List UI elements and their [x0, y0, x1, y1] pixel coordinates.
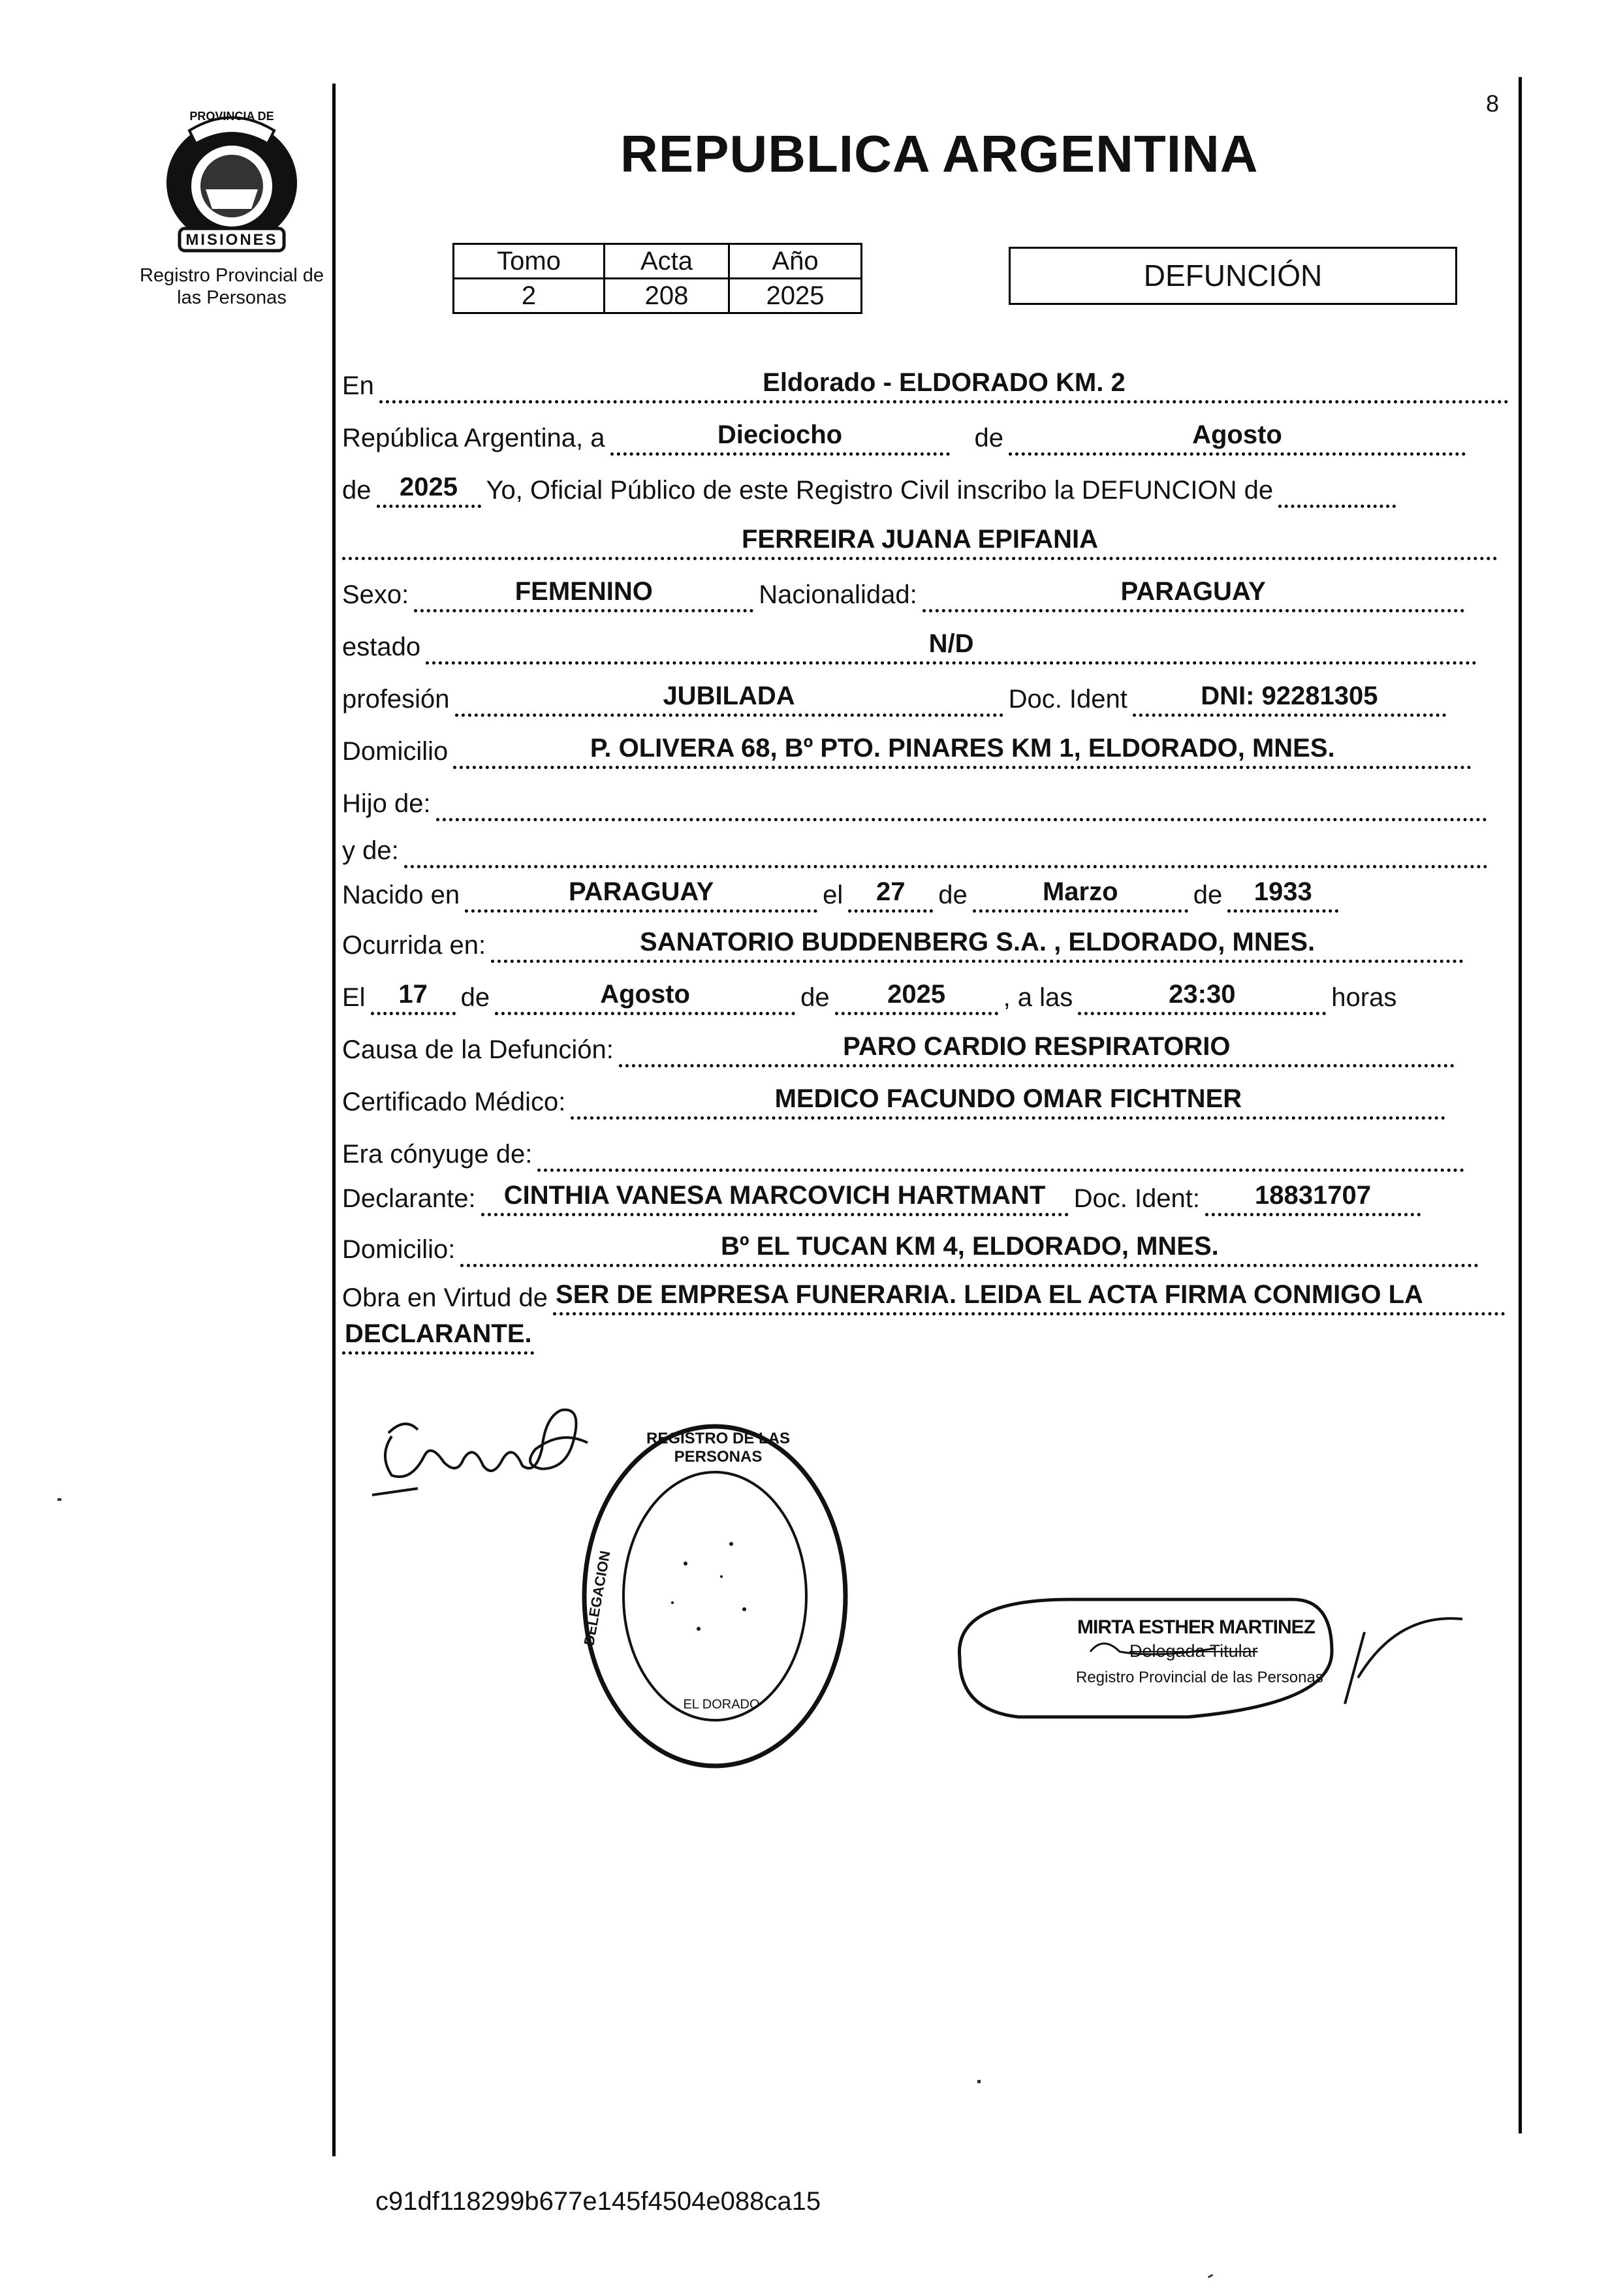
page-number: 8 — [1486, 90, 1500, 117]
field-profesion: JUBILADA — [455, 681, 1003, 717]
field-def-mes: Agosto — [495, 979, 795, 1015]
label-de-1: de — [974, 424, 1003, 452]
label-declarante: Declarante: — [342, 1184, 476, 1213]
label-de-3: de — [938, 881, 968, 909]
acta-value: 208 — [605, 279, 729, 313]
acta-header: Acta — [605, 244, 729, 279]
row-hijo-de — [342, 785, 1492, 821]
tomo-value: 2 — [454, 279, 605, 313]
field-nacionalidad: PARAGUAY — [922, 576, 1464, 612]
field-domicilio: P. OLIVERA 68, Bº PTO. PINARES KM 1, ELDORADO, MNES. — [453, 733, 1472, 769]
anio-value: 2025 — [729, 279, 862, 313]
field-y-de — [404, 832, 1488, 868]
row-domicilio — [342, 733, 1477, 769]
label-de-5: de — [460, 983, 490, 1012]
field-declarante-doc: 18831707 — [1205, 1180, 1421, 1216]
field-def-anio: 2025 — [835, 979, 998, 1015]
label-causa: Causa de la Defunción: — [342, 1035, 614, 1064]
label-doc-ident-declarante: Doc. Ident: — [1073, 1184, 1200, 1213]
document-hash: c91df118299b677e145f4504e088ca15 — [375, 2187, 821, 2216]
label-horas: horas — [1331, 983, 1397, 1012]
field-conyuge — [537, 1136, 1464, 1172]
official-org: Registro Provincial de las Personas — [1076, 1669, 1323, 1686]
left-margin-rule — [332, 84, 336, 2156]
row-causa — [342, 1031, 1460, 1067]
row-fecha-defuncion — [342, 979, 1396, 1015]
row-conyuge — [342, 1136, 1470, 1172]
label-domicilio: Domicilio — [342, 737, 449, 766]
field-certificado: MEDICO FACUNDO OMAR FICHTNER — [571, 1084, 1445, 1120]
label-a-las: , a las — [1003, 983, 1073, 1012]
row-sexo-nacionalidad — [342, 576, 1470, 612]
anio-header: Año — [729, 244, 862, 279]
row-ocurrida-en — [342, 927, 1469, 963]
label-obra: Obra en Virtud de — [342, 1283, 548, 1312]
label-profesion: profesión — [342, 685, 450, 714]
registry-round-stamp-icon — [575, 1413, 855, 1779]
round-stamp-text-bottom: EL DORADO — [683, 1697, 760, 1712]
label-estado: estado — [342, 633, 421, 661]
row-profesion-doc — [342, 681, 1451, 717]
field-nacido-en: PARAGUAY — [465, 877, 817, 913]
field-estado: N/D — [426, 629, 1477, 665]
round-stamp-text-top: REGISTRO DE LAS PERSONAS — [646, 1430, 791, 1466]
row-obra-2 — [342, 1319, 539, 1355]
logo-text-top: PROVINCIA DE — [189, 110, 274, 123]
label-en: En — [342, 371, 374, 400]
label-de-6: de — [800, 983, 830, 1012]
label-nacionalidad: Nacionalidad: — [759, 580, 917, 609]
row-declarante — [342, 1180, 1426, 1216]
field-documento: DNI: 92281305 — [1133, 681, 1446, 717]
row-certificado — [342, 1084, 1451, 1120]
label-y-de: y de: — [342, 836, 399, 865]
registry-org-name — [111, 264, 353, 309]
label-yo-oficial: Yo, Oficial Público de este Registro Civil inscribo la DEFUNCION de — [486, 476, 1274, 505]
official-name: MIRTA ESTHER MARTINEZ — [1077, 1616, 1315, 1638]
field-anio: 2025 — [377, 472, 481, 508]
record-type-box: DEFUNCIÓN — [1009, 247, 1457, 305]
field-hijo-de — [436, 785, 1487, 821]
field-declarante-domicilio: Bº EL TUCAN KM 4, ELDORADO, MNES. — [460, 1231, 1479, 1267]
row-nombre — [342, 524, 1503, 560]
org-line-2: las Personas — [177, 287, 287, 308]
label-certificado: Certificado Médico: — [342, 1088, 566, 1116]
label-de-2: de — [342, 476, 371, 505]
field-nac-dia: 27 — [848, 877, 933, 913]
label-el: el — [823, 881, 843, 909]
field-def-dia: 17 — [371, 979, 456, 1015]
row-obra — [342, 1280, 1506, 1315]
row-nacimiento — [342, 877, 1344, 913]
label-conyuge: Era cónyuge de: — [342, 1140, 533, 1169]
field-def-hora: 23:30 — [1078, 979, 1326, 1015]
page-title: REPUBLICA ARGENTINA — [620, 125, 1259, 183]
field-mes: Agosto — [1009, 420, 1466, 456]
field-declarante: CINTHIA VANESA MARCOVICH HARTMANT — [481, 1180, 1069, 1216]
label-de-4: de — [1193, 881, 1223, 909]
logo-text-bottom: MISIONES — [185, 231, 278, 249]
label-nacido-en: Nacido en — [342, 881, 460, 909]
label-sexo: Sexo: — [342, 580, 409, 609]
field-nombre: FERREIRA JUANA EPIFANIA — [342, 524, 1498, 560]
round-stamp-text-left: DELEGACION — [580, 1549, 614, 1647]
field-nac-anio: 1933 — [1227, 877, 1338, 913]
row-y-de — [342, 832, 1493, 868]
tomo-header: Tomo — [454, 244, 605, 279]
label-ocurrida-en: Ocurrida en: — [342, 931, 486, 960]
field-sexo: FEMENINO — [414, 576, 753, 612]
right-margin-rule — [1519, 77, 1522, 2133]
field-lugar: Eldorado - ELDORADO KM. 2 — [379, 368, 1509, 403]
label-hijo-de: Hijo de: — [342, 789, 431, 818]
label-republica: República Argentina, a — [342, 424, 605, 452]
official-role: Delegada Titular — [1129, 1641, 1258, 1661]
tomo-acta-anio-table — [452, 243, 862, 314]
field-obra-line1: SER DE EMPRESA FUNERARIA. LEIDA EL ACTA FIRMA CONMIGO LA — [553, 1280, 1506, 1315]
scan-speck — [977, 2080, 981, 2083]
label-domicilio-declarante: Domicilio: — [342, 1235, 456, 1264]
row-anio-oficial — [342, 472, 1401, 508]
org-line-1: Registro Provincial de — [139, 265, 324, 286]
scan-speck — [57, 1498, 61, 1501]
row-estado — [342, 629, 1482, 665]
row-fecha-letras — [342, 420, 1471, 456]
field-blank-oficial — [1278, 472, 1396, 508]
field-dia-letras: Dieciocho — [610, 420, 950, 456]
field-causa: PARO CARDIO RESPIRATORIO — [619, 1031, 1455, 1067]
label-doc-ident: Doc. Ident — [1008, 685, 1127, 714]
field-obra-line2: DECLARANTE. — [342, 1319, 534, 1355]
field-nac-mes: Marzo — [973, 877, 1188, 913]
row-declarante-domicilio — [342, 1231, 1484, 1267]
row-lugar — [342, 368, 1514, 403]
scan-speck — [1208, 2274, 1213, 2278]
label-el-cap: El — [342, 983, 366, 1012]
field-ocurrida-en: SANATORIO BUDDENBERG S.A. , ELDORADO, MNES. — [491, 927, 1464, 963]
